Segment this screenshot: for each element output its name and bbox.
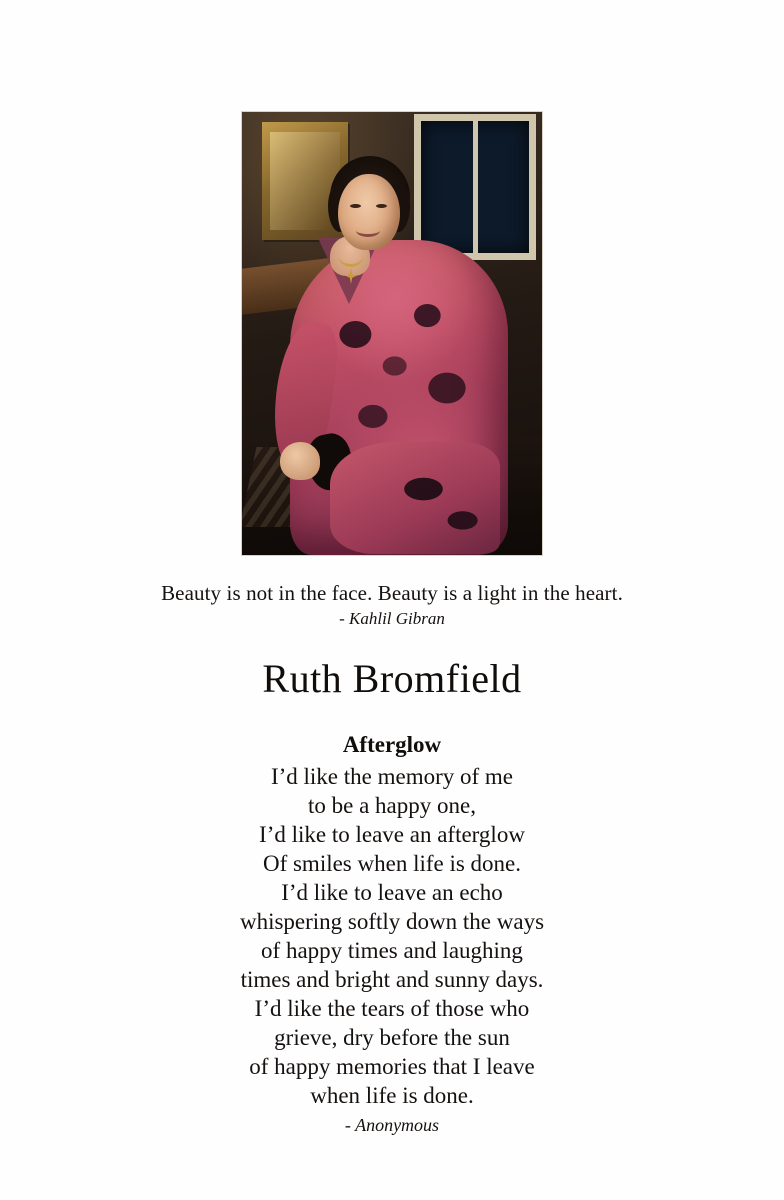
photo-background — [242, 112, 542, 555]
portrait-photo — [242, 112, 542, 555]
figure-lap — [330, 442, 500, 554]
poem-body — [240, 762, 544, 1110]
poem-line: of happy memories that I leave — [249, 1054, 535, 1079]
page-title: Ruth Bromfield — [262, 656, 522, 701]
poem-line: to be a happy one, — [308, 793, 476, 818]
figure-smile — [356, 224, 380, 237]
poem-title: Afterglow — [342, 732, 442, 757]
poem-line: I’d like to leave an afterglow — [259, 822, 525, 847]
poem-line: Of smiles when life is done. — [262, 851, 522, 876]
figure-hand — [280, 442, 320, 480]
window-frame-decor — [414, 114, 536, 260]
poem-line: I’d like to leave an echo — [281, 880, 503, 905]
figure-eye-left — [350, 204, 361, 208]
quote-text: Beauty is not in the face. Beauty is a light in the heart. — [161, 581, 623, 605]
figure-face — [338, 174, 400, 250]
poem-line: grieve, dry before the sun — [274, 1025, 510, 1050]
figure-eye-right — [376, 204, 387, 208]
poem-line: I’d like the tears of those who — [254, 996, 530, 1021]
poem-line: whispering softly down the ways — [239, 909, 545, 934]
quote-attribution: - Kahlil Gibran — [339, 609, 445, 628]
poem-line: of happy times and laughing — [261, 938, 523, 963]
poem-line: I’d like the memory of me — [270, 764, 514, 789]
poem-line: when life is done. — [310, 1083, 474, 1108]
poem-line: times and bright and sunny days. — [240, 967, 544, 992]
poem-attribution: - Anonymous — [344, 1115, 440, 1135]
